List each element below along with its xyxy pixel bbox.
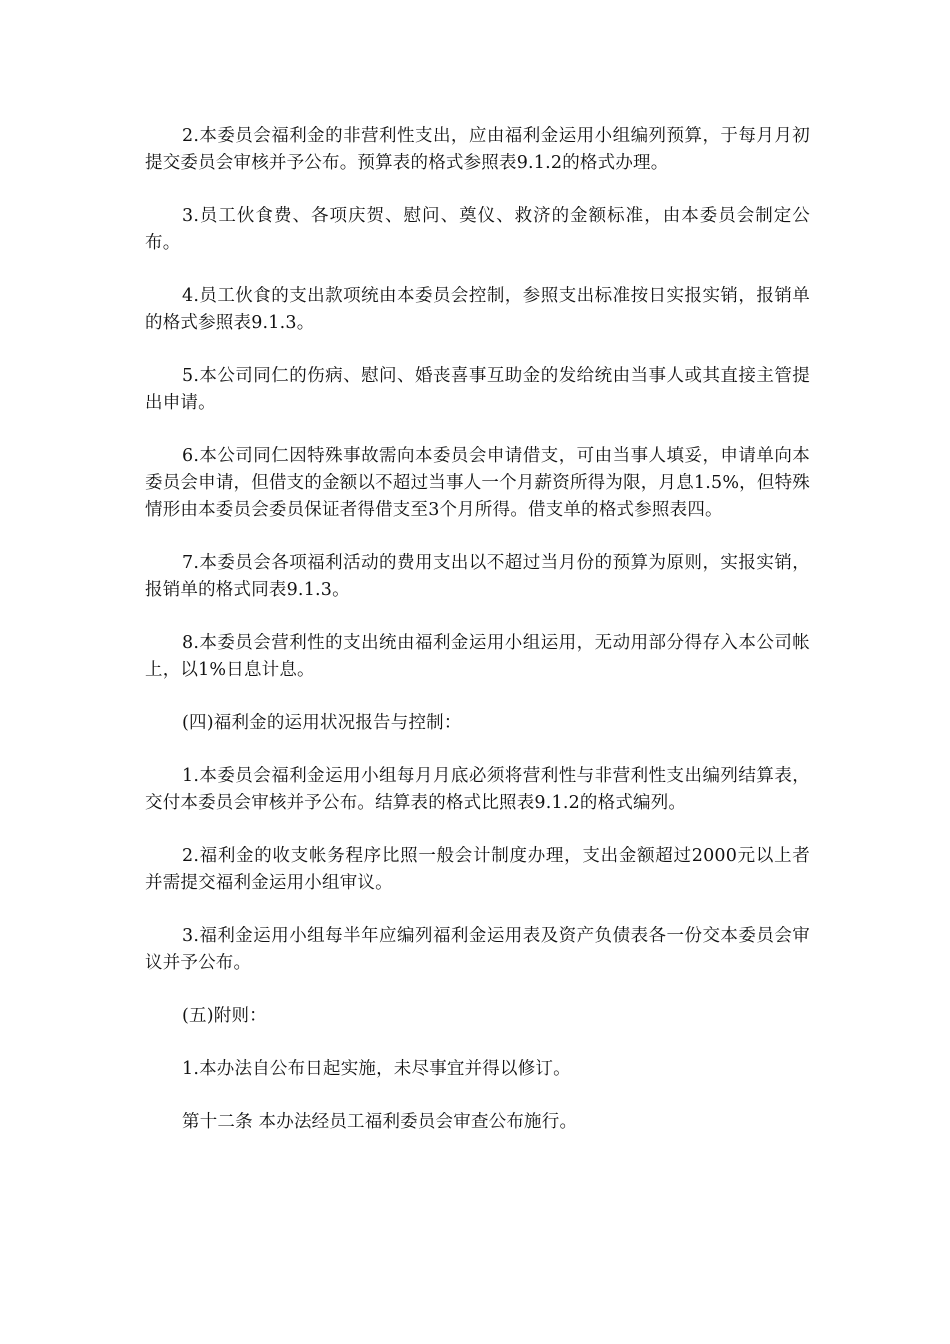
paragraph-activity-expenses: 7.本委员会各项福利活动的费用支出以不超过当月份的预算为原则，实报实销，报销单的格式同表9.1.3。 [145, 553, 810, 600]
paragraph-mutual-aid: 5.本公司同仁的伤病、慰问、婚丧喜事互助金的发给统由当事人或其直接主管提出申请。 [145, 366, 810, 413]
paragraph-meal-expenses: 4.员工伙食的支出款项统由本委员会控制，参照支出标准按日实报实销，报销单的格式参照表9.1.3。 [145, 286, 810, 333]
section-heading-supplementary: (五)附则： [182, 1006, 267, 1026]
paragraph-semiannual-report: 3.福利金运用小组每半年应编列福利金运用表及资产负债表各一份交本委员会审议并予公布。 [145, 926, 810, 973]
paragraph-accounting-procedure: 2.福利金的收支帐务程序比照一般会计制度办理，支出金额超过2000元以上者并需提交福利金运用小组审议。 [145, 846, 810, 893]
section-heading-reporting: (四)福利金的运用状况报告与控制： [182, 713, 462, 733]
article-twelve: 第十二条 本办法经员工福利委员会审查公布施行。 [182, 1112, 578, 1132]
paragraph-effective-date: 1.本办法自公布日起实施，未尽事宜并得以修订。 [182, 1059, 571, 1079]
paragraph-profit-expenses: 8.本委员会营利性的支出统由福利金运用小组运用，无动用部分得存入本公司帐上，以1%日息计息。 [145, 633, 810, 680]
paragraph-expense-budget: 2.本委员会福利金的非营利性支出，应由福利金运用小组编列预算，于每月月初提交委员会审核并予公布。预算表的格式参照表9.1.2的格式办理。 [145, 126, 810, 173]
paragraph-monthly-settlement: 1.本委员会福利金运用小组每月月底必须将营利性与非营利性支出编列结算表，交付本委员会审核并予公布。结算表的格式比照表9.1.2的格式编列。 [145, 766, 810, 813]
paragraph-amount-standards: 3.员工伙食费、各项庆贺、慰问、奠仪、救济的金额标准，由本委员会制定公布。 [145, 206, 810, 253]
paragraph-loan-application: 6.本公司同仁因特殊事故需向本委员会申请借支，可由当事人填妥，申请单向本委员会申请，但借支的金额以不超过当事人一个月薪资所得为限，月息1.5%，但特殊情形由本委员会委员保证者得借支至3个月所得。借支单的格式参照表四。 [145, 446, 810, 520]
document-body [145, 123, 810, 1162]
